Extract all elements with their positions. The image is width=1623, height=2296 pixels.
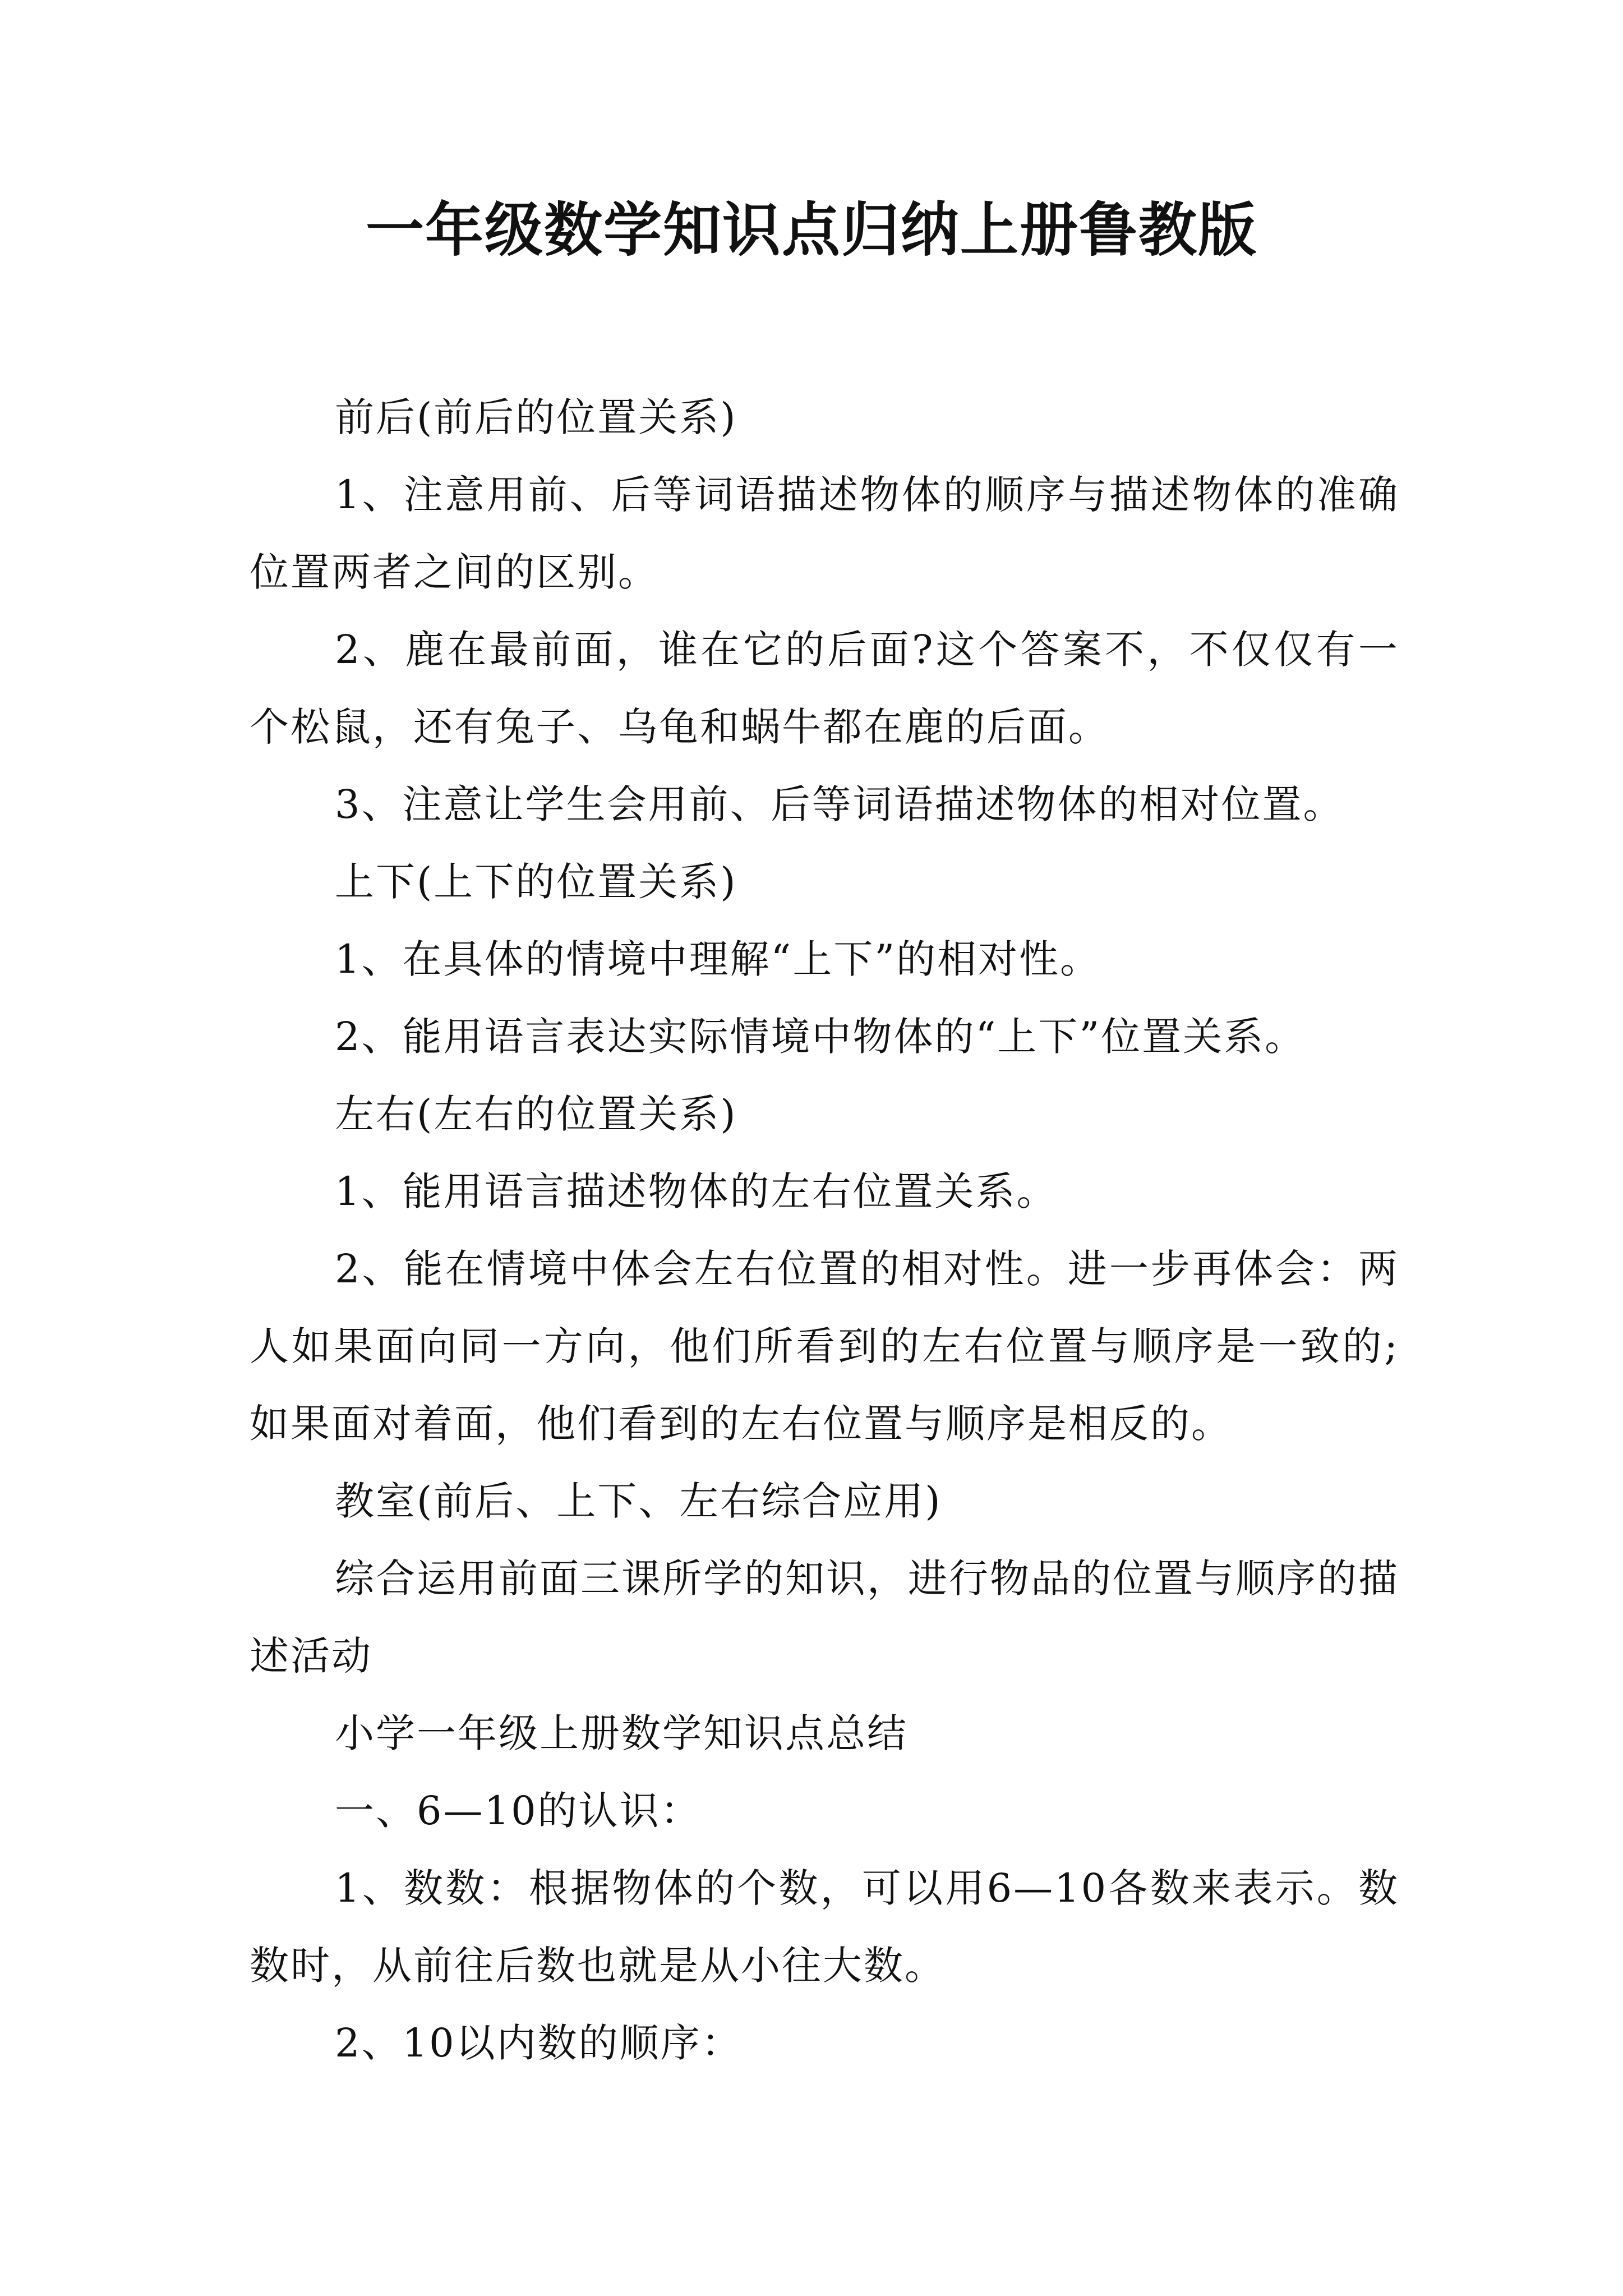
document-title: 一年级数学知识点归纳上册鲁教版 [365, 196, 1257, 264]
paragraph: 综合运用前面三课所学的知识，进行物品的位置与顺序的描述活动 [250, 1556, 1399, 1679]
paragraph: 2、10以内数的顺序： [335, 2020, 743, 2066]
paragraph: 教室(前后、上下、左右综合应用) [335, 1478, 942, 1524]
paragraph: 2、能用语言表达实际情境中物体的“上下”位置关系。 [335, 1014, 1306, 1060]
paragraph: 2、鹿在最前面，谁在它的后面?这个答案不，不仅仅有一个松鼠，还有兔子、乌龟和蜗牛都在鹿的后面。 [250, 627, 1399, 750]
paragraph: 上下(上下的位置关系) [335, 859, 737, 905]
paragraph: 1、注意用前、后等词语描述物体的顺序与描述物体的准确位置两者之间的区别。 [250, 472, 1399, 595]
document-body [250, 379, 1399, 2082]
paragraph: 3、注意让学生会用前、后等词语描述物体的相对位置。 [335, 781, 1344, 827]
paragraph: 小学一年级上册数学知识点总结 [335, 1710, 908, 1756]
paragraph: 前后(前后的位置关系) [335, 394, 737, 440]
paragraph: 1、在具体的情境中理解“上下”的相对性。 [335, 936, 1101, 982]
paragraph: 一、6—10的认识： [335, 1788, 702, 1834]
paragraph: 2、能在情境中体会左右位置的相对性。进一步再体会：两人如果面向同一方向，他们所看到的左右位置与顺序是一致的;如果面对着面，他们看到的左右位置与顺序是相反的。 [250, 1246, 1399, 1447]
paragraph: 1、数数：根据物体的个数，可以用6—10各数来表示。数数时，从前往后数也就是从小往大数。 [250, 1865, 1399, 1989]
paragraph: 1、能用语言描述物体的左右位置关系。 [335, 1168, 1058, 1214]
paragraph: 左右(左右的位置关系) [335, 1091, 737, 1137]
